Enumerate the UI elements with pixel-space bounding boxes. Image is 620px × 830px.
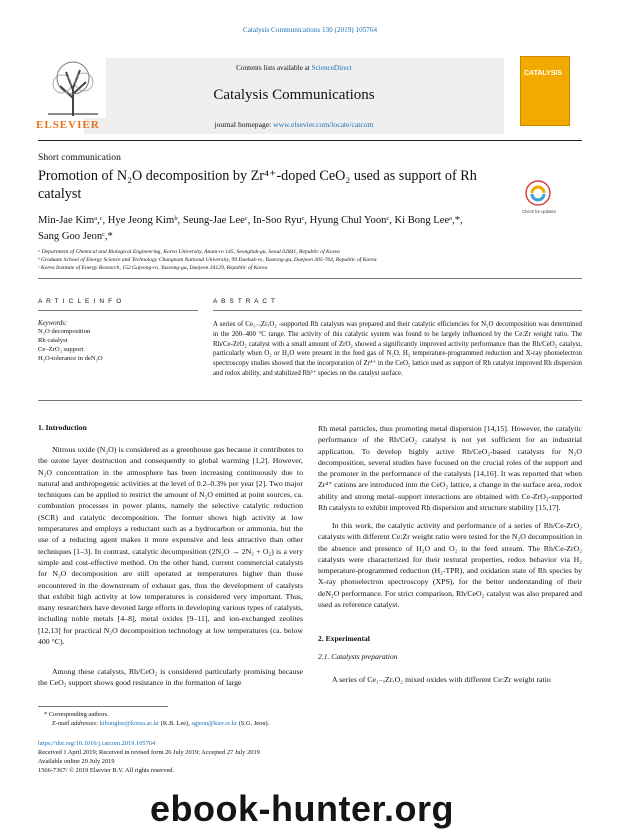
header-rule [38,140,582,141]
affiliation-b: ᵇ Graduate School of Energy Science and Technology Chungnam National University, 99 Daehak-ro, Yuseong-gu, Daejeon 305-764, Republic of Korea [38,257,377,263]
journal-citation[interactable]: Catalysis Communications 130 (2019) 105764 [242,26,378,34]
abstract-heading: A B S T R A C T [213,298,277,305]
homepage-link[interactable]: www.elsevier.com/locate/catcom [273,120,374,129]
email-link-lee[interactable]: kibonglee@korea.ac.kr [99,720,160,727]
email-addresses [52,719,269,728]
affiliation-c: ᶜ Korea Institute of Energy Research, 152 Gajeong-ro, Yuseong-gu, Daejeon 34129, Republic of Korea [38,265,268,271]
keyword-item: N₂O decomposition [38,328,91,335]
check-for-updates-icon[interactable] [525,180,551,206]
intro-paragraph-1: Nitrous oxide (N₂O) is considered as a greenhouse gas because it contributes to the ozone layer destruction and consequently to global warming [1,2]. However, N₂O concentration in the atmosphere has been increasing continuously due to natural and anthropogenic activities at the level of 0.2–0.3% per year [2]. Two major techniques can be applied to restrict the amount of N₂O emitted at point sources, ca. combustion processes in power plants, namely the selective catalytic reduction (SCR) and catalytic decomposition. The former shows high activity at low temperatures and employs a reductant such as a hydrocarbon or ammonia, but the use of a reducing agent makes it more expensive and less attractive than other techniques [1–3]. In contrast, catalytic decomposition (2N₂O → 2N₂ + O₂) is a very simple and cost-effective method. On the other hand, current commercial catalysts for N₂O decomposition are still operated at temperatures higher than those encountered in the downstream of exhaust gas, thus the development of catalysts that exhibit high activity at low temperatures is considered very important. Thus, many researchers have devoted large efforts in developing various types of catalysts, including noble metals [4–8], metal oxides [9–11], and ion-exchanged zeolites [12,13] for practical N₂O decomposition technology at low temperatures (ca. below 400 °C). [38,445,303,647]
sciencedirect-link[interactable]: ScienceDirect [311,64,352,72]
abstract-text: A series of Ce₁₋ₓZrₓO₂ -supported Rh catalysts was prepared and their catalytic efficiencies for N₂O decomposition was determined in the 200–400 °C range. The activity of this catalytic system was found to be largely influenced by the Ce:Zr weight ratio. The Rh/Ce-ZrO₂ catalyst with a small amount of ZrO₂ showed a significantly improved activity performance than the Rh/CeO₂ catalyst, particularly when O₂ or H₂O were present in the feed gas of N₂O. H₂ temperature-programmed reduction and X-ray photoelectron spectroscopy studies showed that the incorporation of Zr⁴⁺ in the CeO₂ lattice used as support of Rh catalyst improved Rh dispersion and redox ability, and stabilized Rh³⁺ species on the catalyst surface. [213,321,582,377]
keyword-item: Rh catalyst [38,337,68,344]
footnote-rule [38,706,168,707]
cover-title: CATALYSIS [524,70,562,77]
watermark-text: ebook-hunter.org [150,788,454,829]
received-dates: Received 1 April 2019; Received in revised form 26 July 2019; Accepted 27 July 2019 [38,749,260,756]
experimental-heading: 2. Experimental [318,634,370,643]
article-info-rule [38,310,198,311]
introduction-heading: 1. Introduction [38,423,87,432]
contents-prefix: Contents lists available at [236,64,312,72]
journal-name: Catalysis Communications [213,87,375,103]
email-link-jeon[interactable]: sgjeon@kier.re.kr [191,720,238,727]
journal-homepage [84,120,504,129]
affiliation-rule [38,278,582,279]
abstract-rule [213,310,582,311]
article-info-heading: A R T I C L E I N F O [38,298,123,305]
affiliation-a: ᵃ Department of Chemical and Biological Engineering, Korea University, Anam-ro 145, Seongbuk-gu, Seoul 02841, Republic of Korea [38,249,340,255]
keyword-item: Ce–ZrO₂ support [38,346,84,353]
intro-paragraph-2: Among these catalysts, Rh/CeO₂ is considered particularly promising because the CeO₂ support shows good resistance in the formation of large [38,667,303,688]
author-list [38,213,538,245]
keyword-item: H₂O-tolerance in deN₂O [38,355,103,362]
abstract-bottom-rule [38,400,582,401]
contents-line [84,64,504,72]
copyright: 1566-7367/ © 2019 Elsevier B.V. All rights reserved. [38,767,175,774]
keywords-label: Keywords: [38,320,68,327]
check-for-updates-label: Check for updates [522,209,556,214]
homepage-prefix: journal homepage: [214,120,274,129]
doi-link[interactable]: https://doi.org/10.1016/j.catcom.2019.105764 [38,740,156,747]
article-type: Short communication [38,152,121,163]
corresponding-authors-note: * Corresponding authors. [44,711,109,718]
intro-paragraph-3: Rh metal particles, thus promoting metal dispersion [14,15]. However, the catalytic performance of the Rh/CeO₂ catalyst is not yet sufficient for an industrial application. To develop highly active Rh/CeO₂-based catalysts for N₂O decomposition, several studies have focused on the crucial roles of the support and the promoter in the performance of the catalysts [14,16]. It was reported that when Zr⁴⁺ cations are introduced into the CeO₂ lattice, a change in the surface area, redox ability and strong metal–support interactions are obtained with Ce-ZrO₂-supported Rh catalysts to exhibit improved Rh dispersion and structure stability [15,17]. [318,424,582,513]
publisher-logo-text: ELSEVIER [36,119,100,131]
catalysts-preparation-heading: 2.1. Catalysts preparation [318,652,398,661]
authors-line-2: Sang Goo Jeonᶜ,* [38,231,113,242]
email-label: E-mail addresses: [52,720,100,727]
email-owner-lee: (K.B. Lee), [159,720,192,727]
email-owner-jeon: (S.G. Jeon). [237,720,270,727]
experimental-paragraph: A series of Ce₁₋ₓZrₓO₂ mixed oxides with different Ce:Zr weight ratio [332,675,551,684]
journal-cover-thumbnail [520,56,570,126]
available-online: Available online 29 July 2019 [38,758,115,765]
authors-line-1: Min-Jae Kimᵃ,ᶜ, Hye Jeong Kimᵇ, Seung-Jae Leeᶜ, In-Soo Ryuᶜ, Hyung Chul Yoonᶜ, Ki Bong Leeᵃ,*, [38,215,463,226]
article-title: Promotion of N₂O decomposition by Zr⁴⁺-doped CeO₂ used as support of Rh catalyst [38,168,477,202]
intro-paragraph-4: In this work, the catalytic activity and performance of a series of Rh/Ce-ZrO₂ catalysts with different Ce:Zr weight ratio were tested for the N₂O decomposition in the absence and presence of H₂O and O₂ in the feed stream. The Rh/Ce-ZrO₂ catalysts were characterized for their textural properties, redox behavior via H₂ temperature-programmed reduction (H₂-TPR), and oxidation state of Rh species by X-ray photoelectron spectroscopy (XPS), for the better understanding of their deN₂O performance. For strict comparison, Rh/CeO₂ catalyst was also prepared and used as reference catalyst. [318,521,582,610]
